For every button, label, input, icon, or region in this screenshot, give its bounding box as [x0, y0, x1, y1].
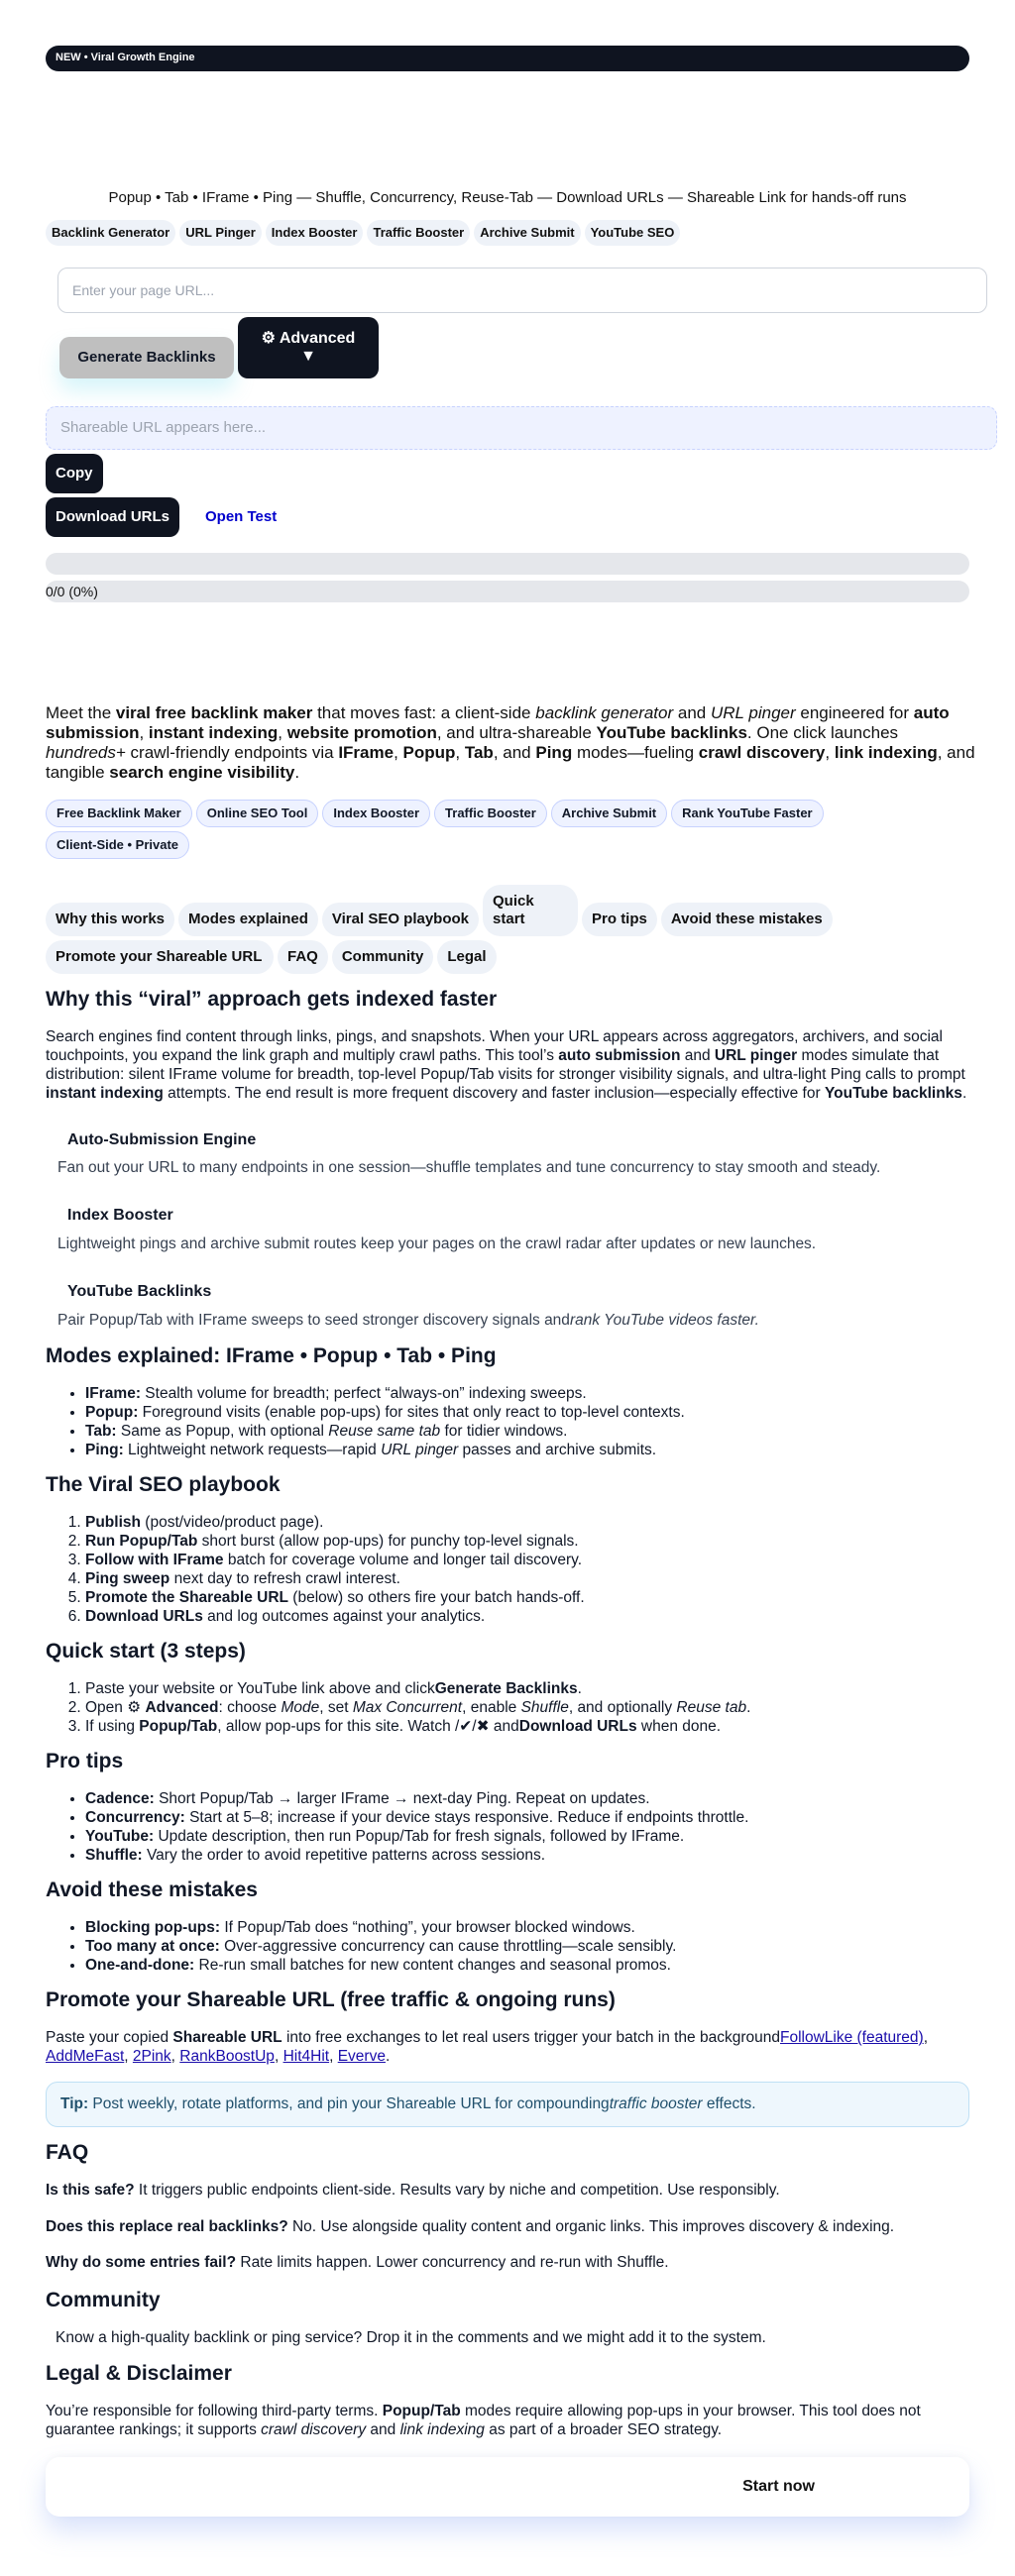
emphasis-text: Follow with IFrame: [85, 1552, 224, 1569]
emphasis-text: search engine visibility: [109, 762, 295, 782]
emphasis-text: Run Popup/Tab: [85, 1533, 198, 1551]
feature-chip: Index Booster: [266, 220, 364, 246]
emphasis-text: Tab: [464, 742, 494, 762]
feature-card: [46, 1130, 969, 1179]
why-paragraph: Search engines find content through links, pings, and snapshots. When your URL appears across aggregators, archivers, and social touchpoints, you expand the link graph and multiply crawl paths. This tool’s auto submission and URL pinger modes simulate that distribution: silent IFrame volume for breadth, top-level Popup/Tab visits for stronger visibility signals, and ultra-light Ping calls to prompt instant indexing attempts. The end result is more frequent discovery and faster inclusion—especially effective for YouTube backlinks.: [46, 1027, 967, 1102]
section-title: Quick start (3 steps): [46, 1640, 246, 1664]
feature-chip: Archive Submit: [474, 220, 580, 246]
list-item: • Too many at once: Over-aggressive concurrency can cause throttling—scale sensibly.: [85, 1937, 969, 1956]
section-why: [46, 988, 969, 1332]
quickstart-list: [46, 1679, 969, 1736]
list-item: • Blocking pop-ups: If Popup/Tab does “nothing”, your browser blocked windows.: [85, 1918, 969, 1937]
emphasis-text: YouTube backlinks: [596, 722, 747, 742]
toc-link[interactable]: Quick start: [483, 885, 578, 936]
toc-link[interactable]: Viral SEO playbook: [322, 903, 479, 936]
emphasis-text: Shareable URL: [172, 2029, 282, 2047]
list-item: • Popup: Foreground visits (enable pop-ups) for sites that only react to top-level contexts.: [85, 1403, 969, 1422]
feature-chip: URL Pinger: [179, 220, 262, 246]
emphasis-text: Publish: [85, 1514, 141, 1532]
emphasis-text: Advanced: [145, 1699, 219, 1717]
list-item: 2. Open ⚙ Advanced: choose Mode, set Max Concurrent, enable Shuffle, and optionally Reuse tab.: [85, 1698, 969, 1717]
emphasis-text: One-and-done:: [85, 1957, 195, 1975]
italic-text: traffic booster: [609, 2095, 703, 2113]
legal-paragraph: You’re responsible for following third-party terms. Popup/Tab modes require allowing pop-ups in your browser. This tool does not guarantee rankings; it supports crawl discovery and link indexing as part of a broader SEO strategy.: [46, 2403, 921, 2439]
faq-item: Does this replace real backlinks? No. Use alongside quality content and organic links. This improves discovery & indexing.: [46, 2217, 895, 2235]
emphasis-text: auto submission: [558, 1046, 681, 1064]
section-title: FAQ: [46, 2141, 89, 2165]
feature-title: Auto-Submission Engine: [67, 1130, 257, 1148]
emphasis-text: Download URLs: [85, 1608, 203, 1626]
list-item: • Ping: Lightweight network requests—rapid URL pinger passes and archive submits.: [85, 1441, 969, 1459]
toc-link[interactable]: Avoid these mistakes: [661, 903, 833, 936]
list-item: 2. Run Popup/Tab short burst (allow pop-ups) for punchy top-level signals.: [85, 1532, 969, 1551]
emphasis-text: Tip:: [60, 2095, 89, 2113]
italic-text: Mode: [281, 1699, 320, 1717]
emphasis-text: URL pinger: [714, 1046, 798, 1064]
section-modes: [46, 1344, 969, 1459]
section-community: [46, 2289, 969, 2348]
mistakes-list: [46, 1918, 969, 1975]
download-urls-button[interactable]: Download URLs: [46, 497, 179, 537]
section-title: Why this “viral” approach gets indexed faster: [46, 987, 498, 1011]
emphasis-text: Does this replace real backlinks?: [46, 2217, 288, 2235]
list-item: 3. If using Popup/Tab, allow pop-ups for this site. Watch /✔/✖ andDownload URLs when done.: [85, 1717, 969, 1736]
feature-description: Fan out your URL to many endpoints in one session—shuffle templates and tune concurrency to stay smooth and steady.: [57, 1159, 881, 1177]
keyword-chip: Free Backlink Maker: [46, 800, 192, 827]
emphasis-text: instant indexing: [148, 722, 279, 742]
advanced-label: ⚙ Advanced: [261, 330, 356, 347]
section-title: The Viral SEO playbook: [46, 1473, 281, 1497]
cta-card: [46, 2457, 969, 2517]
emphasis-text: Popup: [402, 742, 456, 762]
section-faq: [46, 2141, 969, 2272]
emphasis-text: Ping:: [85, 1442, 124, 1459]
keyword-chip: Online SEO Tool: [196, 800, 319, 827]
intro-paragraph: Meet the viral free backlink maker that moves fast: a client-side backlink generator and URL pinger engineered for auto submission, instant indexing, website promotion, and ultra-shareable YouTube backlinks. One click launches hundreds+ crawl-friendly endpoints via IFrame, Popup, Tab, and Ping modes—fueling crawl discovery, link indexing, and tangible search engine visibility.: [46, 702, 975, 782]
emphasis-text: crawl discovery: [698, 742, 826, 762]
community-text: Know a high-quality backlink or ping service? Drop it in the comments and we might add it to the system.: [56, 2328, 766, 2346]
exchange-link[interactable]: Everve: [337, 2048, 386, 2066]
keyword-chip: Traffic Booster: [434, 800, 547, 827]
modes-list: [46, 1384, 969, 1459]
protips-list: [46, 1789, 969, 1865]
emphasis-text: Concurrency:: [85, 1809, 185, 1827]
exchange-link[interactable]: AddMeFast: [46, 2048, 125, 2066]
start-now-button[interactable]: Start now: [736, 2477, 821, 2497]
generate-backlinks-button[interactable]: Generate Backlinks: [59, 337, 234, 378]
italic-text: URL pinger: [710, 702, 796, 722]
section-promote: [46, 1988, 969, 2127]
emphasis-text: website promotion: [286, 722, 437, 742]
emphasis-text: viral free backlink maker: [115, 702, 313, 722]
keyword-chip: Archive Submit: [551, 800, 667, 827]
emphasis-text: Popup/Tab: [382, 2403, 461, 2420]
section-title: Pro tips: [46, 1750, 124, 1773]
italic-text: backlink generator: [535, 702, 674, 722]
progress-bar: [46, 553, 969, 575]
list-item: 1. Publish (post/video/product page).: [85, 1513, 969, 1532]
faq-item: Is this safe? It triggers public endpoints client-side. Results vary by niche and competition. Use responsibly.: [46, 2182, 780, 2200]
playbook-list: [46, 1513, 969, 1626]
emphasis-text: IFrame: [338, 742, 395, 762]
italic-text: URL pinger: [381, 1442, 459, 1459]
section-quickstart: [46, 1640, 969, 1736]
advanced-toggle-button[interactable]: [238, 317, 379, 378]
feature-card: [46, 1282, 969, 1331]
page-url-input[interactable]: [57, 268, 987, 313]
copy-button[interactable]: Copy: [46, 454, 103, 493]
emphasis-text: Ping sweep: [85, 1570, 170, 1588]
emphasis-text: Generate Backlinks: [434, 1680, 578, 1698]
toc-link[interactable]: FAQ: [278, 940, 328, 974]
exchange-link[interactable]: RankBoostUp: [179, 2048, 275, 2066]
section-title: Avoid these mistakes: [46, 1878, 258, 1902]
toc-link[interactable]: Legal: [437, 940, 496, 974]
emphasis-text: Download URLs: [518, 1718, 637, 1736]
emphasis-text: Promote the Shareable URL: [85, 1589, 288, 1607]
emphasis-text: Tab:: [85, 1423, 117, 1441]
emphasis-text: auto submission: [46, 702, 950, 742]
keyword-chips: [46, 800, 938, 859]
open-test-link[interactable]: Open Test: [205, 507, 278, 525]
section-mistakes: [46, 1878, 969, 1975]
list-item: • Shuffle: Vary the order to avoid repetitive patterns across sessions.: [85, 1846, 969, 1865]
action-buttons: [59, 317, 969, 378]
emphasis-text: Ping: [535, 742, 573, 762]
list-item: • IFrame: Stealth volume for breadth; perfect “always-on” indexing sweeps.: [85, 1384, 969, 1403]
list-item: • Concurrency: Start at 5–8; increase if your device stays responsive. Reduce if endpoints throttle.: [85, 1808, 969, 1827]
list-item: 4. Ping sweep next day to refresh crawl interest.: [85, 1569, 969, 1588]
section-title: Modes explained: IFrame • Popup • Tab • Ping: [46, 1344, 497, 1368]
list-item: 6. Download URLs and log outcomes against your analytics.: [85, 1607, 969, 1626]
emphasis-text: YouTube backlinks: [824, 1084, 962, 1102]
page: [0, 46, 1015, 2517]
list-item: • Cadence: Short Popup/Tab → larger IFrame → next-day Ping. Repeat on updates.: [85, 1789, 969, 1808]
emphasis-text: Cadence:: [85, 1790, 155, 1808]
feature-chip: YouTube SEO: [585, 220, 681, 246]
emphasis-text: Too many at once:: [85, 1938, 220, 1956]
section-title: Community: [46, 2288, 161, 2311]
promote-paragraph: Paste your copied Shareable URL into free exchanges to let real users trigger your batch in the backgroundFollowLike (featured), AddMeFast, 2Pink, RankBoostUp, Hit4Hit, Everve.: [46, 2029, 929, 2066]
italic-text: hundreds+: [46, 742, 126, 762]
exchange-link[interactable]: FollowLike (featured): [779, 2029, 924, 2047]
italic-text: Max Concurrent: [352, 1699, 463, 1717]
emphasis-text: Shuffle:: [85, 1847, 143, 1865]
section-title: Promote your Shareable URL (free traffic & ongoing runs): [46, 1988, 616, 2012]
emphasis-text: Popup/Tab: [139, 1718, 218, 1736]
list-item: • YouTube: Update description, then run Popup/Tab for fresh signals, followed by IFrame.: [85, 1827, 969, 1846]
keyword-chip: Rank YouTube Faster: [671, 800, 823, 827]
section-protips: [46, 1750, 969, 1865]
list-item: • One-and-done: Re-run small batches for new content changes and seasonal promos.: [85, 1956, 969, 1975]
table-of-contents: [46, 885, 938, 974]
section-legal: [46, 2362, 969, 2439]
feature-description: Pair Popup/Tab with IFrame sweeps to seed stronger discovery signals andrank YouTube videos faster.: [57, 1312, 759, 1330]
feature-chip: Traffic Booster: [367, 220, 470, 246]
italic-text: Shuffle: [520, 1699, 569, 1717]
toc-link[interactable]: Community: [332, 940, 434, 974]
toc-link[interactable]: Pro tips: [582, 903, 657, 936]
keyword-chip: Client-Side • Private: [46, 831, 189, 859]
feature-chip: Backlink Generator: [46, 220, 175, 246]
new-badge-banner: NEW • Viral Growth Engine: [46, 46, 969, 71]
toc-link[interactable]: Modes explained: [178, 903, 318, 936]
list-item: • Tab: Same as Popup, with optional Reuse same tab for tidier windows.: [85, 1422, 969, 1441]
toc-link[interactable]: Why this works: [46, 903, 174, 936]
italic-text: Reuse same tab: [328, 1423, 441, 1441]
italic-text: crawl discovery: [261, 2421, 367, 2439]
italic-text: rank YouTube videos faster.: [569, 1312, 759, 1330]
feature-chips: [46, 220, 969, 246]
feature-title: Index Booster: [67, 1207, 173, 1225]
emphasis-text: IFrame:: [85, 1385, 141, 1403]
shareable-url-field[interactable]: [46, 406, 997, 450]
exchange-link[interactable]: 2Pink: [132, 2048, 171, 2066]
faq-item: Why do some entries fail? Rate limits happen. Lower concurrency and re-run with Shuffle.: [46, 2253, 669, 2271]
emphasis-text: Is this safe?: [46, 2182, 135, 2200]
hero-tagline: Popup • Tab • IFrame • Ping — Shuffle, Concurrency, Reuse-Tab — Download URLs — Shareable Link for hands-off runs: [108, 189, 907, 206]
section-title: Legal & Disclaimer: [46, 2362, 232, 2386]
emphasis-text: Why do some entries fail?: [46, 2253, 237, 2271]
keyword-chip: Index Booster: [322, 800, 430, 827]
italic-text: Reuse tab: [676, 1699, 747, 1717]
exchange-link[interactable]: Hit4Hit: [282, 2048, 330, 2066]
toc-link[interactable]: Promote your Shareable URL: [46, 940, 274, 974]
list-item: 5. Promote the Shareable URL (below) so others fire your batch hands-off.: [85, 1588, 969, 1607]
progress-label: 0/0 (0%): [46, 583, 98, 599]
progress-status-bar: [46, 581, 969, 602]
emphasis-text: link indexing: [834, 742, 938, 762]
list-item: 3. Follow with IFrame batch for coverage volume and longer tail discovery.: [85, 1551, 969, 1569]
emphasis-text: YouTube:: [85, 1828, 155, 1846]
tip-callout: Tip: Post weekly, rotate platforms, and pin your Shareable URL for compoundingtraffic booster effects.: [46, 2082, 969, 2127]
emphasis-text: instant indexing: [46, 1084, 164, 1102]
feature-description: Lightweight pings and archive submit routes keep your pages on the crawl radar after updates or new launches.: [57, 1235, 817, 1253]
chevron-down-icon: ▼: [300, 348, 316, 365]
feature-card: [46, 1206, 969, 1254]
feature-title: YouTube Backlinks: [67, 1283, 212, 1301]
italic-text: link indexing: [399, 2421, 485, 2439]
emphasis-text: Popup:: [85, 1404, 139, 1422]
list-item: 1. Paste your website or YouTube link above and clickGenerate Backlinks.: [85, 1679, 969, 1698]
emphasis-text: Blocking pop-ups:: [85, 1919, 221, 1937]
section-playbook: [46, 1473, 969, 1626]
